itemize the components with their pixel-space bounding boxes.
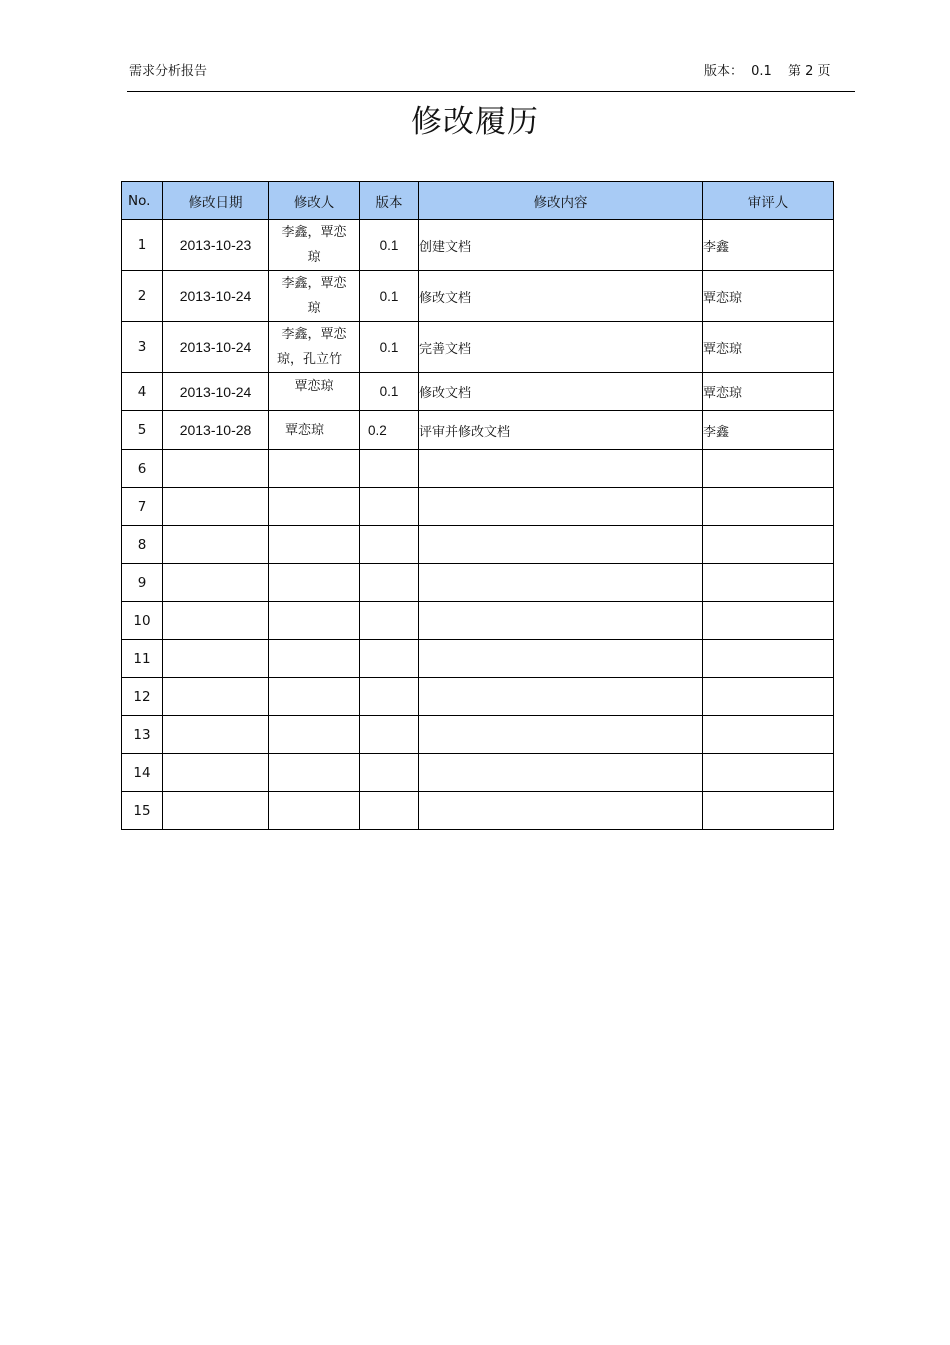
- row-no: 11: [122, 640, 163, 678]
- version-value: 0.1: [751, 64, 772, 79]
- row-version: 0.1: [360, 322, 419, 373]
- author-line: 琼: [307, 250, 321, 265]
- row-author: [269, 488, 360, 526]
- table-row: [122, 271, 834, 322]
- row-version: 0.1: [360, 220, 419, 271]
- page-title: 修改履历: [411, 104, 539, 140]
- row-no: 9: [122, 564, 163, 602]
- row-no: 6: [122, 450, 163, 488]
- row-no: 12: [122, 678, 163, 716]
- row-reviewer: 李鑫: [703, 411, 834, 450]
- column-header-reviewer: 审评人: [703, 182, 834, 220]
- row-content: [419, 792, 703, 830]
- row-date: 2013-10-23: [163, 220, 269, 271]
- row-content: [419, 716, 703, 754]
- row-reviewer: [703, 602, 834, 640]
- row-reviewer: [703, 564, 834, 602]
- row-content: 修改文档: [419, 373, 703, 411]
- row-content: [419, 640, 703, 678]
- row-reviewer: [703, 754, 834, 792]
- row-author: 覃恋琼: [269, 373, 360, 411]
- table-row: [122, 716, 834, 754]
- row-no: 13: [122, 716, 163, 754]
- table-row: [122, 373, 834, 411]
- column-header-content: 修改内容: [419, 182, 703, 220]
- author-line: 琼: [307, 301, 321, 316]
- row-version: [360, 526, 419, 564]
- header-divider: [127, 91, 855, 92]
- table-row: [122, 640, 834, 678]
- row-version: [360, 716, 419, 754]
- revision-history-table: [121, 181, 834, 830]
- row-author: [269, 754, 360, 792]
- row-reviewer: [703, 678, 834, 716]
- table-header-row: [122, 182, 834, 220]
- row-reviewer: [703, 792, 834, 830]
- row-no: 1: [122, 220, 163, 271]
- row-date: [163, 640, 269, 678]
- row-no: 4: [122, 373, 163, 411]
- column-header-author: 修改人: [269, 182, 360, 220]
- table-row: [122, 220, 834, 271]
- row-no: 7: [122, 488, 163, 526]
- page-number: 第 2 页: [787, 64, 831, 79]
- table-row: [122, 602, 834, 640]
- row-date: 2013-10-24: [163, 373, 269, 411]
- row-author: [269, 322, 360, 373]
- column-header-version: 版本: [360, 182, 419, 220]
- version-label: 版本：: [704, 64, 744, 79]
- row-no: 14: [122, 754, 163, 792]
- row-author: [269, 564, 360, 602]
- row-author: 覃恋琼: [269, 411, 360, 450]
- row-content: [419, 488, 703, 526]
- row-content: 修改文档: [419, 271, 703, 322]
- author-line: 李鑫，覃恋: [281, 225, 347, 240]
- table-row: [122, 526, 834, 564]
- table-row: [122, 754, 834, 792]
- row-reviewer: [703, 640, 834, 678]
- column-header-no: No.: [122, 182, 163, 220]
- row-date: [163, 564, 269, 602]
- row-version: [360, 754, 419, 792]
- row-reviewer: 覃恋琼: [703, 271, 834, 322]
- row-author: [269, 526, 360, 564]
- row-version: [360, 564, 419, 602]
- row-date: [163, 450, 269, 488]
- row-version: [360, 488, 419, 526]
- row-reviewer: [703, 450, 834, 488]
- row-version: [360, 450, 419, 488]
- table-row: [122, 678, 834, 716]
- author-line: 李鑫，覃恋: [281, 276, 347, 291]
- row-reviewer: 覃恋琼: [703, 322, 834, 373]
- row-date: [163, 754, 269, 792]
- row-reviewer: 李鑫: [703, 220, 834, 271]
- row-no: 8: [122, 526, 163, 564]
- row-content: [419, 450, 703, 488]
- row-date: [163, 792, 269, 830]
- row-date: [163, 678, 269, 716]
- row-no: 15: [122, 792, 163, 830]
- row-reviewer: [703, 526, 834, 564]
- table-row: [122, 564, 834, 602]
- author-line: 琼，孔立竹: [277, 352, 343, 367]
- row-reviewer: [703, 716, 834, 754]
- table-row: [122, 322, 834, 373]
- row-author: [269, 450, 360, 488]
- table-row: [122, 488, 834, 526]
- row-author: [269, 678, 360, 716]
- row-no: 10: [122, 602, 163, 640]
- row-content: [419, 564, 703, 602]
- table-row: [122, 411, 834, 450]
- row-content: 完善文档: [419, 322, 703, 373]
- row-version: [360, 792, 419, 830]
- row-author: [269, 271, 360, 322]
- row-author: [269, 640, 360, 678]
- row-date: [163, 716, 269, 754]
- column-header-date: 修改日期: [163, 182, 269, 220]
- row-no: 2: [122, 271, 163, 322]
- row-date: [163, 526, 269, 564]
- row-no: 5: [122, 411, 163, 450]
- row-content: 评审并修改文档: [419, 411, 703, 450]
- row-author: [269, 792, 360, 830]
- row-no: 3: [122, 322, 163, 373]
- row-date: [163, 488, 269, 526]
- author-line: 李鑫，覃恋: [281, 327, 347, 342]
- row-version: 0.1: [360, 373, 419, 411]
- row-date: 2013-10-24: [163, 271, 269, 322]
- row-content: [419, 678, 703, 716]
- row-content: [419, 526, 703, 564]
- row-version: [360, 678, 419, 716]
- row-author: [269, 220, 360, 271]
- row-author: [269, 602, 360, 640]
- row-content: [419, 754, 703, 792]
- row-version: [360, 602, 419, 640]
- row-date: 2013-10-28: [163, 411, 269, 450]
- row-reviewer: [703, 488, 834, 526]
- row-version: [360, 640, 419, 678]
- document-name: 需求分析报告: [129, 64, 208, 79]
- page-info: [704, 60, 835, 79]
- table-row: [122, 792, 834, 830]
- table-row: [122, 450, 834, 488]
- row-date: [163, 602, 269, 640]
- row-reviewer: 覃恋琼: [703, 373, 834, 411]
- row-author: [269, 716, 360, 754]
- row-content: 创建文档: [419, 220, 703, 271]
- row-version: 0.2: [360, 411, 419, 450]
- row-version: 0.1: [360, 271, 419, 322]
- row-content: [419, 602, 703, 640]
- row-date: 2013-10-24: [163, 322, 269, 373]
